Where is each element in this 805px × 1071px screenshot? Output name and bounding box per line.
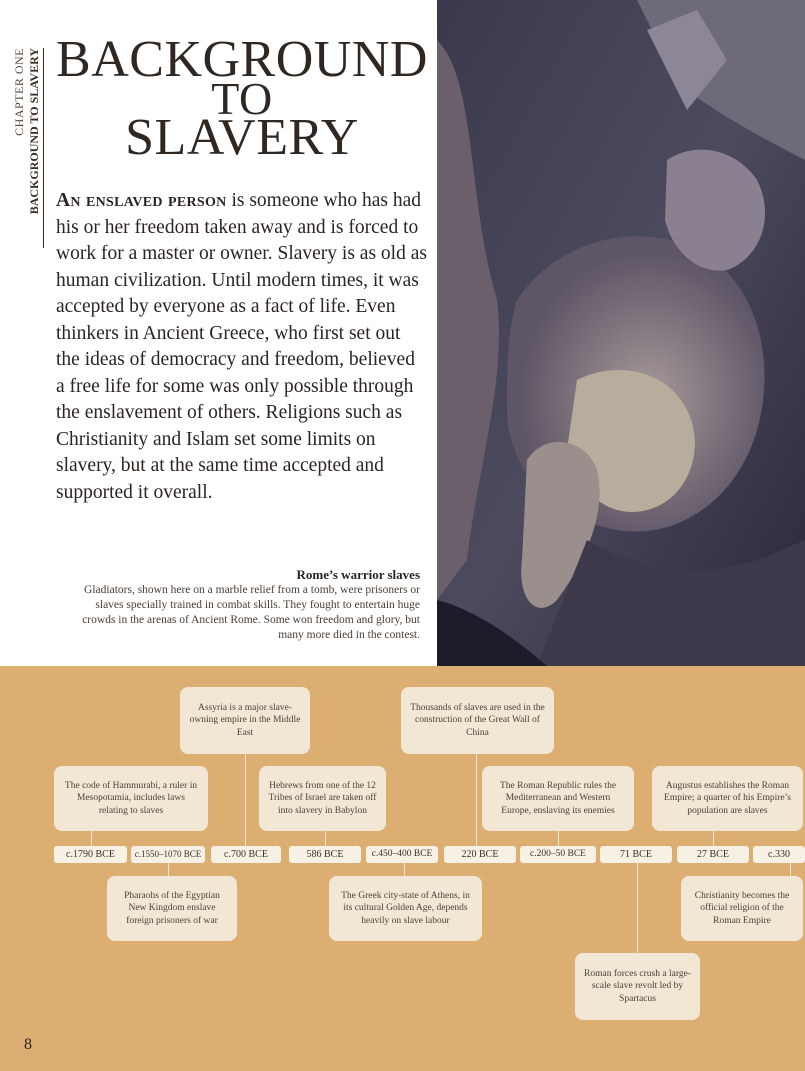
event-box-christianity: Christianity becomes the official religion of the Roman Empire: [681, 876, 803, 941]
event-box-roman-republic: The Roman Republic rules the Mediterranean and Western Europe, enslaving its enemies: [482, 766, 634, 831]
title-line-1: BACKGROUND: [56, 31, 428, 88]
connector-line: [168, 863, 169, 876]
connector-line: [637, 863, 638, 953]
caption-text: Gladiators, shown here on a marble relief from a tomb, were prisoners or slaves specially trained in combat skills. They fought to entertain huge crowds in the arenas of Ancient Rome. Some won freedom and glory, but many more died in the contest.: [82, 584, 420, 641]
connector-line: [91, 831, 92, 846]
section-label: BACKGROUND TO SLAVERY: [27, 48, 44, 248]
date-label: c.330: [753, 846, 805, 863]
page-title: [52, 31, 432, 166]
chapter-label: CHAPTER ONE: [12, 48, 26, 136]
date-label: 220 BCE: [444, 846, 516, 863]
chapter-side-label: [12, 48, 46, 248]
event-box-great-wall: Thousands of slaves are used in the construction of the Great Wall of China: [401, 687, 554, 754]
page-number: 8: [24, 1036, 32, 1053]
intro-text: is someone who has had his or her freedom taken away and is forced to work for a master or owner. Slavery is as old as human civilization. Until modern times, it was accepted by everyone as a fact of life. Even thinkers in Ancient Greece, who first set out the ideas of democracy and freedom, believed a free life for some was only possible through the enslavement of others. Religions such as Christianity and Islam set some limits on slavery, but at the same time accepted and supported it overall.: [56, 190, 427, 503]
title-line-3: SLAVERY: [125, 109, 359, 166]
event-box-spartacus: Roman forces crush a large-scale slave revolt led by Spartacus: [575, 953, 700, 1020]
event-box-augustus: Augustus establishes the Roman Empire; a quarter of his Empire’s population are slaves: [652, 766, 803, 831]
date-label: 71 BCE: [600, 846, 672, 863]
intro-paragraph: [56, 188, 428, 506]
connector-line: [713, 831, 714, 846]
connector-line: [476, 754, 477, 846]
date-label: 27 BCE: [677, 846, 749, 863]
date-label: 586 BCE: [289, 846, 361, 863]
event-box-assyria: Assyria is a major slave-owning empire in the Middle East: [180, 687, 310, 754]
event-box-hebrews: Hebrews from one of the 12 Tribes of Israel are taken off into slavery in Babylon: [259, 766, 386, 831]
event-box-hammurabi: The code of Hammurabi, a ruler in Mesopotamia, includes laws relating to slaves: [54, 766, 208, 831]
date-label: c.1550–1070 BCE: [131, 846, 205, 863]
event-box-athens: The Greek city-state of Athens, in its cultural Golden Age, depends heavily on slave labour: [329, 876, 482, 941]
connector-line: [790, 863, 791, 876]
date-label: c.1790 BCE: [54, 846, 127, 863]
title-line-2: TO: [211, 73, 273, 124]
caption-title: Rome’s warrior slaves: [296, 567, 420, 582]
date-label: c.700 BCE: [211, 846, 281, 863]
date-label: c.200–50 BCE: [520, 846, 596, 863]
connector-line: [558, 831, 559, 846]
connector-line: [404, 863, 405, 876]
intro-lead: An enslaved person: [56, 190, 227, 211]
connector-line: [325, 831, 326, 846]
event-box-pharaohs: Pharaohs of the Egyptian New Kingdom enslave foreign prisoners of war: [107, 876, 237, 941]
marble-relief-photo: [437, 0, 805, 666]
date-label: c.450–400 BCE: [366, 846, 438, 863]
connector-line: [245, 754, 246, 846]
